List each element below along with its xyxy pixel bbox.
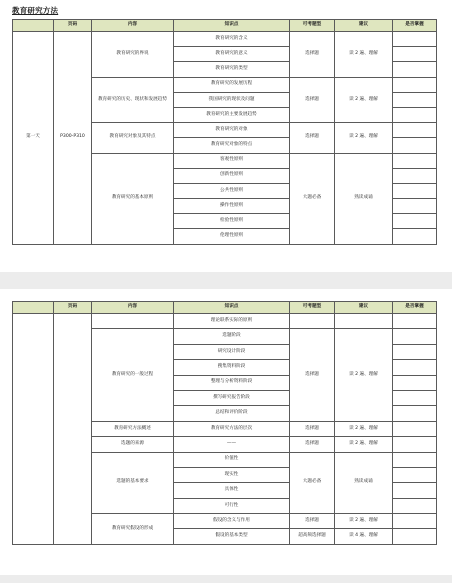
mastered-checkbox-cell[interactable] (393, 92, 437, 107)
question-type-cell (290, 314, 335, 329)
document-page-2 (0, 289, 452, 575)
pages-cell: P300-P310 (54, 32, 92, 245)
knowledge-point-cell: 教育研究对象的特点 (174, 138, 290, 153)
mastered-checkbox-cell[interactable] (393, 390, 437, 405)
knowledge-point-cell: 教育研究的对象 (174, 123, 290, 138)
knowledge-point-cell: 整理与分析资料阶段 (174, 375, 290, 390)
knowledge-point-cell: 现实性 (174, 467, 290, 482)
mastered-checkbox-cell[interactable] (393, 214, 437, 229)
knowledge-point-cell: —— (174, 437, 290, 452)
header-mastered: 是否掌握 (393, 302, 437, 314)
content-cell: 选题的基本要求 (92, 452, 174, 514)
knowledge-point-cell: 操作性原则 (174, 199, 290, 214)
header-row (13, 302, 437, 314)
mastered-checkbox-cell[interactable] (393, 62, 437, 77)
question-type-cell: 选择题 (290, 77, 335, 123)
mastered-checkbox-cell[interactable] (393, 467, 437, 482)
question-type-cell: 超高频选择题 (290, 529, 335, 544)
knowledge-point-cell: 教育研究的意义 (174, 47, 290, 62)
mastered-checkbox-cell[interactable] (393, 153, 437, 168)
question-type-cell: 选择题 (290, 123, 335, 153)
mastered-checkbox-cell[interactable] (393, 32, 437, 47)
question-type-cell: 选择题 (290, 514, 335, 529)
advice-cell: 熟读成诵 (335, 153, 393, 244)
mastered-checkbox-cell[interactable] (393, 421, 437, 436)
mastered-checkbox-cell[interactable] (393, 123, 437, 138)
knowledge-point-cell: 假设的含义与作用 (174, 514, 290, 529)
table-row (13, 314, 437, 329)
content-cell: 教育研究的界说 (92, 32, 174, 78)
mastered-checkbox-cell[interactable] (393, 199, 437, 214)
knowledge-point-cell: 教育研究的类型 (174, 62, 290, 77)
day-cell (13, 314, 54, 545)
header-day (13, 20, 54, 32)
header-question-type: 可考题型 (290, 302, 335, 314)
table-row (13, 32, 437, 47)
mastered-checkbox-cell[interactable] (393, 529, 437, 544)
knowledge-point-cell: 可行性 (174, 498, 290, 513)
header-content: 内容 (92, 20, 174, 32)
content-cell: 教育研究假设的形成 (92, 514, 174, 545)
knowledge-point-cell: 撰写研究报告阶段 (174, 390, 290, 405)
advice-cell: 读 2 遍、理解 (335, 77, 393, 123)
content-cell: 教育研究的基本原则 (92, 153, 174, 244)
content-cell: 选题的来源 (92, 437, 174, 452)
knowledge-point-cell: 教育研究的含义 (174, 32, 290, 47)
knowledge-point-cell: 教育研究的主要发展趋势 (174, 107, 290, 122)
content-cell: 教育研究的历史、现状和发展趋势 (92, 77, 174, 123)
mastered-checkbox-cell[interactable] (393, 229, 437, 244)
advice-cell: 熟读成诵 (335, 452, 393, 514)
content-cell: 教育研究方法概述 (92, 421, 174, 436)
mastered-checkbox-cell[interactable] (393, 375, 437, 390)
header-pages: 页码 (54, 302, 92, 314)
knowledge-point-cell: 我国研究的现状及问题 (174, 92, 290, 107)
header-day (13, 302, 54, 314)
question-type-cell: 选择题 (290, 437, 335, 452)
question-type-cell: 选择题 (290, 32, 335, 78)
header-content: 内容 (92, 302, 174, 314)
knowledge-point-cell: 研究设计阶段 (174, 344, 290, 359)
advice-cell: 读 4 遍、理解 (335, 529, 393, 544)
mastered-checkbox-cell[interactable] (393, 498, 437, 513)
mastered-checkbox-cell[interactable] (393, 107, 437, 122)
mastered-checkbox-cell[interactable] (393, 77, 437, 92)
knowledge-point-cell: 教育研究方法的层次 (174, 421, 290, 436)
knowledge-point-cell: 搜集资料阶段 (174, 360, 290, 375)
mastered-checkbox-cell[interactable] (393, 406, 437, 421)
content-cell: 教育研究的一般过程 (92, 329, 174, 421)
mastered-checkbox-cell[interactable] (393, 314, 437, 329)
knowledge-point-cell: 检验性原则 (174, 214, 290, 229)
mastered-checkbox-cell[interactable] (393, 168, 437, 183)
study-plan-table-2 (12, 301, 437, 545)
mastered-checkbox-cell[interactable] (393, 47, 437, 62)
question-type-cell: 选择题 (290, 329, 335, 421)
header-advice: 建议 (335, 302, 393, 314)
knowledge-point-cell: 创新性原则 (174, 168, 290, 183)
mastered-checkbox-cell[interactable] (393, 183, 437, 198)
content-cell (92, 314, 174, 329)
mastered-checkbox-cell[interactable] (393, 452, 437, 467)
knowledge-point-cell: 教育研究的发展历程 (174, 77, 290, 92)
header-question-type: 可考题型 (290, 20, 335, 32)
header-advice: 建议 (335, 20, 393, 32)
knowledge-point-cell: 客观性原则 (174, 153, 290, 168)
knowledge-point-cell: 假设的基本类型 (174, 529, 290, 544)
header-knowledge-point: 知识点 (174, 20, 290, 32)
mastered-checkbox-cell[interactable] (393, 329, 437, 344)
document-page-1 (0, 0, 452, 272)
question-type-cell: 选择题 (290, 421, 335, 436)
knowledge-point-cell: 理论联系实际的原则 (174, 314, 290, 329)
advice-cell: 读 2 遍、理解 (335, 437, 393, 452)
advice-cell: 读 2 遍、理解 (335, 32, 393, 78)
header-knowledge-point: 知识点 (174, 302, 290, 314)
advice-cell (335, 314, 393, 329)
knowledge-point-cell: 价值性 (174, 452, 290, 467)
knowledge-point-cell: 公共性原则 (174, 183, 290, 198)
knowledge-point-cell: 总结和评价阶段 (174, 406, 290, 421)
knowledge-point-cell: 伦理性原则 (174, 229, 290, 244)
header-pages: 页码 (54, 20, 92, 32)
mastered-checkbox-cell[interactable] (393, 437, 437, 452)
header-mastered: 是否掌握 (393, 20, 437, 32)
document-title: 教育研究方法 (12, 6, 59, 15)
content-cell: 教育研究对象及其特点 (92, 123, 174, 153)
mastered-checkbox-cell[interactable] (393, 138, 437, 153)
mastered-checkbox-cell[interactable] (393, 514, 437, 529)
advice-cell: 读 2 遍、理解 (335, 421, 393, 436)
mastered-checkbox-cell[interactable] (393, 483, 437, 498)
knowledge-point-cell: 具体性 (174, 483, 290, 498)
pages-cell (54, 314, 92, 545)
question-type-cell: 大题必备 (290, 153, 335, 244)
header-row (13, 20, 437, 32)
mastered-checkbox-cell[interactable] (393, 360, 437, 375)
study-plan-table-1 (12, 19, 437, 245)
advice-cell: 读 2 遍、理解 (335, 514, 393, 529)
question-type-cell: 大题必备 (290, 452, 335, 514)
knowledge-point-cell: 选题阶段 (174, 329, 290, 344)
mastered-checkbox-cell[interactable] (393, 344, 437, 359)
advice-cell: 读 2 遍、理解 (335, 123, 393, 153)
advice-cell: 读 2 遍、理解 (335, 329, 393, 421)
day-cell: 第一天 (13, 32, 54, 245)
